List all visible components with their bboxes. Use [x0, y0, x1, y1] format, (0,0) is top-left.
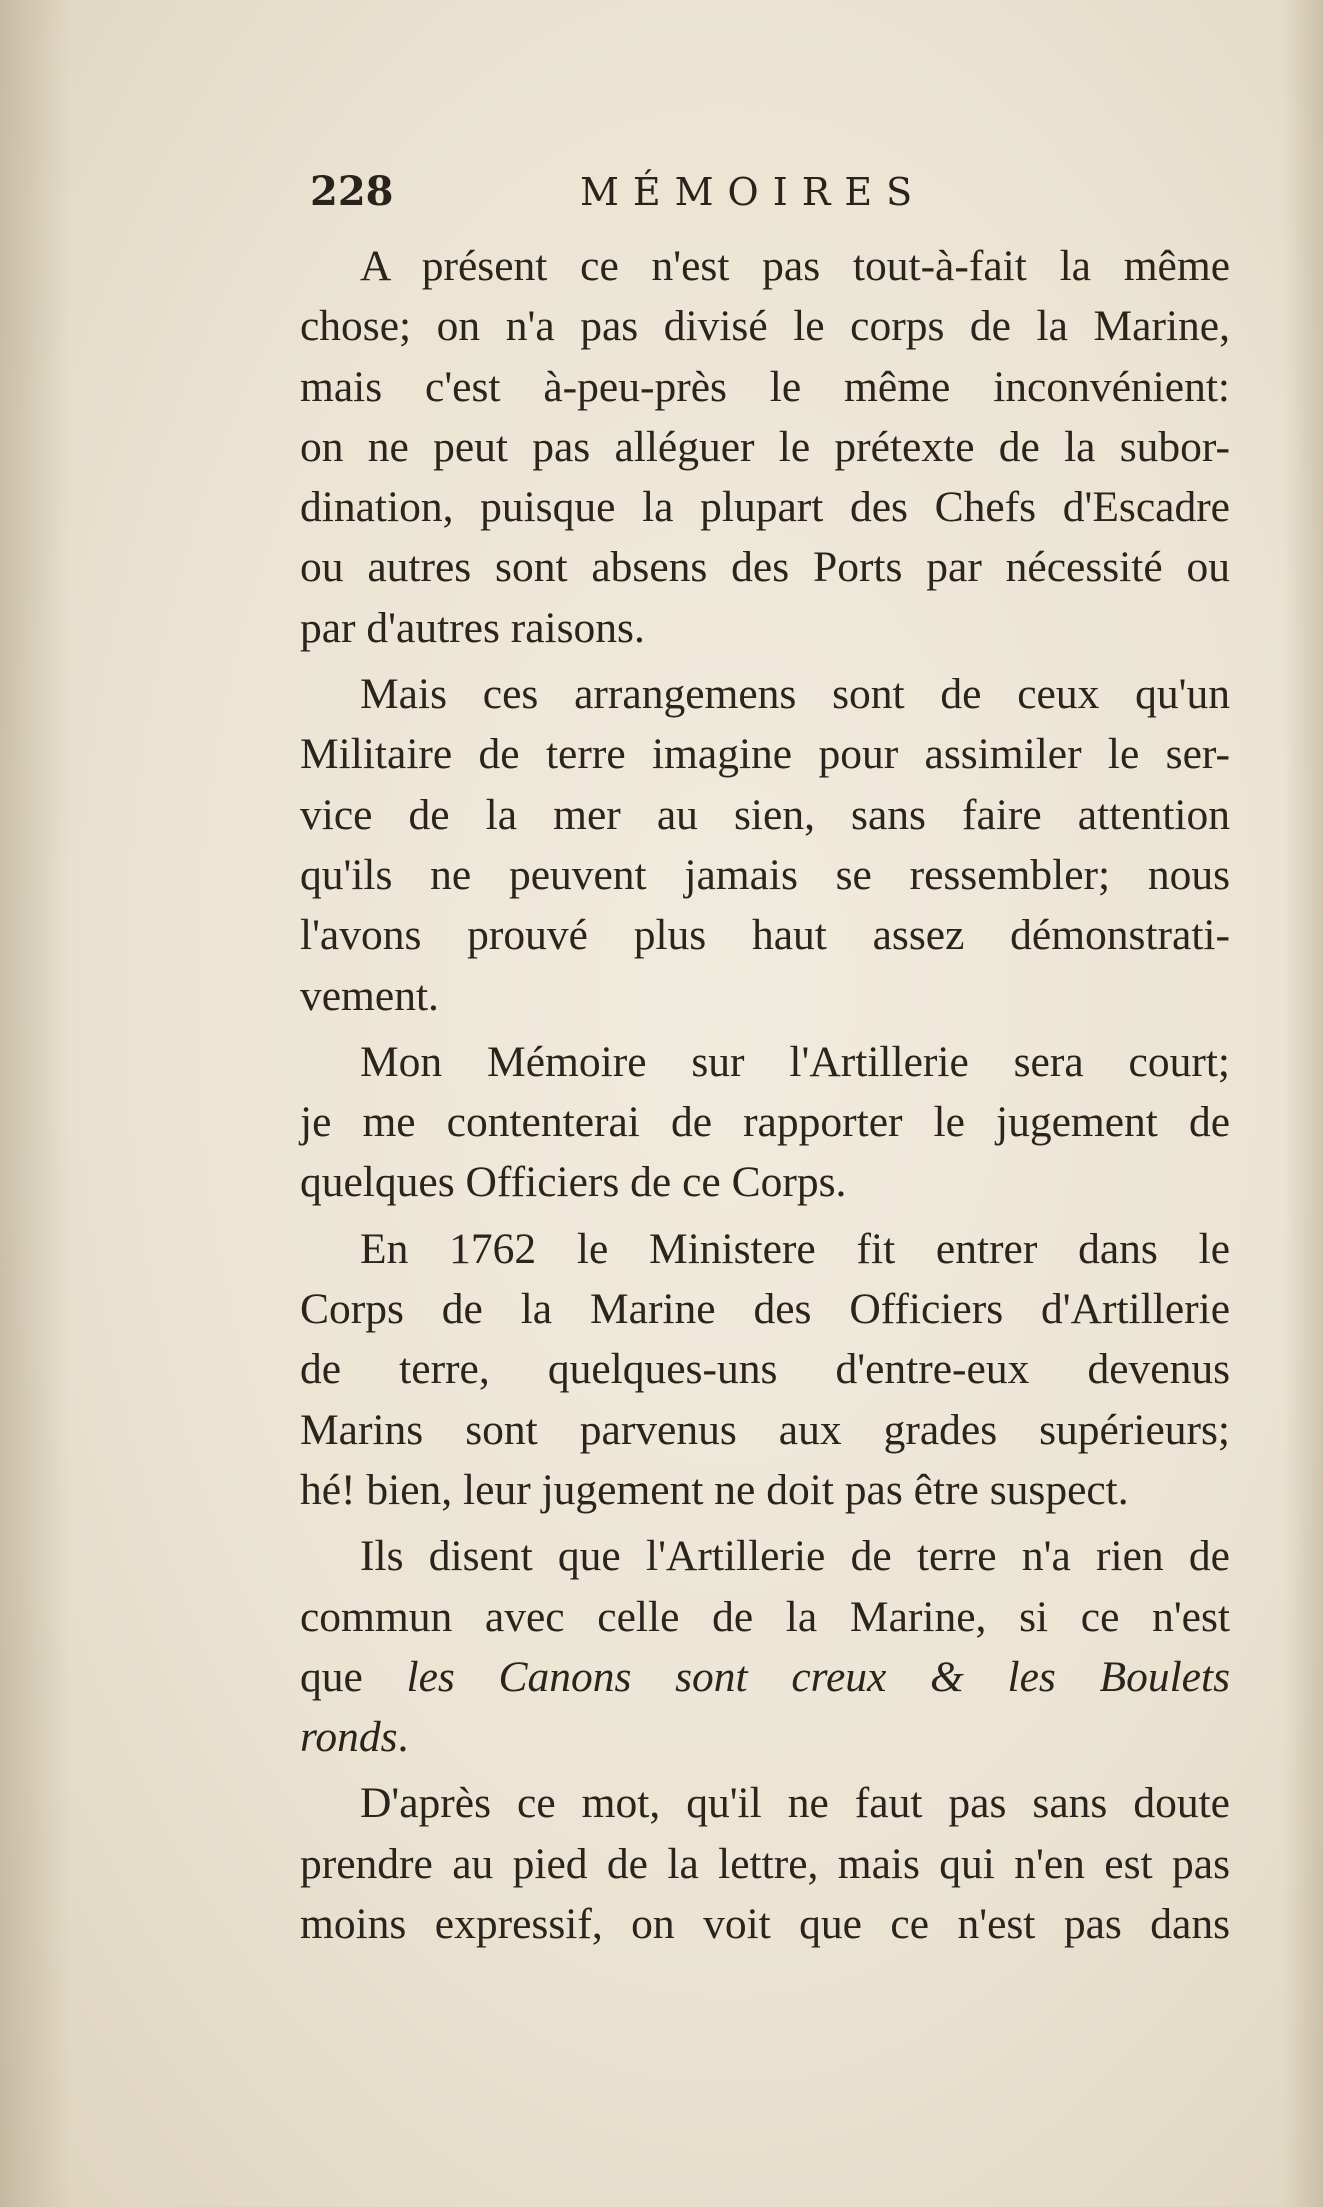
text-line: vement.: [300, 971, 439, 1020]
text-line: Mon Mémoire sur l'Artillerie sera court;: [360, 1037, 1230, 1086]
paragraph-6: [300, 1773, 1230, 1954]
text-line: hé! bien, leur jugement ne doit pas être suspect.: [300, 1465, 1129, 1514]
text-line: moins expressif, on voit que ce n'est pas dans: [300, 1900, 1230, 1949]
text-line: qu'ils ne peuvent jamais se ressembler; nous: [300, 850, 1230, 899]
text-line: de terre, quelques-uns d'entre-eux devenus: [300, 1345, 1230, 1394]
text-line: vice de la mer au sien, sans faire attention: [300, 790, 1230, 839]
paragraph-1: [300, 236, 1230, 658]
text-line: mais c'est à-peu-près le même inconvénient:: [300, 362, 1230, 411]
text-fragment: que: [300, 1652, 407, 1701]
text-line: D'après ce mot, qu'il ne faut pas sans doute: [360, 1779, 1230, 1828]
text-line: l'avons prouvé plus haut assez démonstrati-: [300, 911, 1230, 960]
paragraph-4: [300, 1219, 1230, 1520]
body-text: [300, 236, 1230, 1960]
text-line: dination, puisque la plupart des Chefs d'Escadre: [300, 483, 1230, 532]
running-title: MÉMOIRES: [580, 170, 927, 214]
text-line: Ils disent que l'Artillerie de terre n'a rien de: [360, 1532, 1230, 1581]
text-line: Mais ces arrangemens sont de ceux qu'un: [360, 670, 1230, 719]
text-line: En 1762 le Ministere fit entrer dans le: [360, 1224, 1230, 1273]
text-line: A présent ce n'est pas tout-à-fait la même: [360, 242, 1230, 290]
text-line: par d'autres raisons.: [300, 603, 645, 652]
paragraph-5: [300, 1526, 1230, 1767]
italic-phrase: les Canons sont creux & les Boulets: [406, 1652, 1230, 1701]
text-line: Marins sont parvenus aux grades supérieurs;: [300, 1405, 1230, 1454]
text-line: Militaire de terre imagine pour assimiler le ser-: [300, 730, 1230, 779]
italic-phrase: ronds: [300, 1713, 398, 1762]
text-line: ou autres sont absens des Ports par nécessité ou: [300, 543, 1230, 592]
text-line: chose; on n'a pas divisé le corps de la Marine,: [300, 302, 1230, 351]
text-line: quelques Officiers de ce Corps.: [300, 1158, 847, 1207]
text-line: Corps de la Marine des Officiers d'Artillerie: [300, 1285, 1230, 1334]
paragraph-3: [300, 1032, 1230, 1213]
text-line: je me contenterai de rapporter le jugement de: [300, 1098, 1230, 1147]
text-fragment: .: [397, 1713, 409, 1762]
paragraph-2: [300, 664, 1230, 1026]
page-number: 228: [310, 168, 394, 215]
text-line: [300, 1647, 1230, 1707]
text-line: commun avec celle de la Marine, si ce n'est: [300, 1592, 1230, 1641]
text-line: [300, 1707, 1230, 1767]
text-line: prendre au pied de la lettre, mais qui n'en est pas: [300, 1839, 1230, 1888]
running-head: [310, 168, 1070, 228]
text-line: on ne peut pas alléguer le prétexte de la subor-: [300, 422, 1230, 471]
